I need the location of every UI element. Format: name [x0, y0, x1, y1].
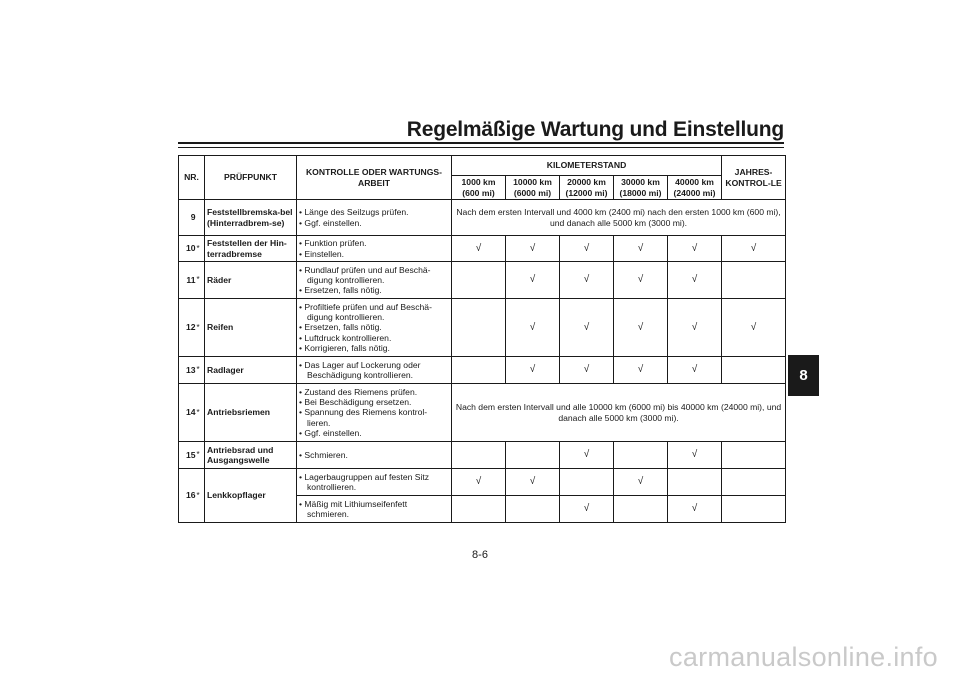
empty-cell	[722, 442, 786, 469]
empty-cell	[722, 496, 786, 523]
page-title: Regelmäßige Wartung und Einstellung	[406, 118, 784, 141]
row-number: 16	[179, 469, 197, 523]
row-work	[297, 200, 452, 236]
row-number: 10	[179, 236, 197, 262]
check-mark: √	[668, 357, 722, 384]
table-row	[179, 299, 786, 357]
row-number: 12	[179, 299, 197, 357]
check-mark: √	[506, 236, 560, 262]
empty-cell	[506, 442, 560, 469]
work-line: • Ggf. einstellen.	[299, 217, 362, 228]
row-asterisk: *	[197, 469, 205, 523]
empty-cell	[452, 442, 506, 469]
check-mark: √	[560, 236, 614, 262]
empty-cell	[668, 469, 722, 496]
work-line: • Schmieren.	[299, 449, 348, 460]
work-line: • Mäßig mit Lithiumseifenfett schmieren.	[299, 498, 408, 519]
row-asterisk: *	[197, 442, 205, 469]
empty-cell	[506, 496, 560, 523]
work-line: • Ersetzen, falls nötig.	[299, 322, 382, 333]
row-item: Feststellen der Hin-terradbremse	[205, 236, 297, 262]
row-asterisk: *	[197, 236, 205, 262]
table-row	[179, 200, 786, 236]
row-item: Antriebsriemen	[205, 384, 297, 442]
work-line: • Spannung des Riemens kontrol-lieren.	[299, 407, 428, 428]
empty-cell	[452, 262, 506, 299]
title-rule-thin	[178, 147, 784, 148]
row-item: Reifen	[205, 299, 297, 357]
header-interval: 1000 km (600 mi)	[452, 176, 506, 200]
work-line: • Funktion prüfen.	[299, 238, 367, 249]
empty-cell	[614, 496, 668, 523]
check-mark: √	[614, 262, 668, 299]
row-work	[297, 299, 452, 357]
row-item: Radlager	[205, 357, 297, 384]
empty-cell	[722, 357, 786, 384]
work-line: • Länge des Seilzugs prüfen.	[299, 207, 409, 218]
row-asterisk: *	[197, 299, 205, 357]
table-row	[179, 384, 786, 442]
check-mark: √	[506, 357, 560, 384]
row-interval-note: Nach dem ersten Intervall und alle 10000 km (6000 mi) bis 40000 km (24000 mi), und danach alle 5000 km (3000 mi).	[452, 384, 786, 442]
watermark: carmanualsonline.info	[669, 642, 938, 672]
check-mark: √	[614, 236, 668, 262]
work-line: • Luftdruck kontrollieren.	[299, 332, 392, 343]
row-number: 11	[179, 262, 197, 299]
table-row	[179, 262, 786, 299]
empty-cell	[452, 496, 506, 523]
work-line: • Das Lager auf Lockerung oder Beschädigung kontrollieren.	[299, 359, 421, 380]
row-work	[297, 236, 452, 262]
check-mark: √	[506, 469, 560, 496]
chapter-tab: 8	[788, 355, 819, 396]
row-work	[297, 469, 452, 496]
row-number: 13	[179, 357, 197, 384]
header-interval: 10000 km (6000 mi)	[506, 176, 560, 200]
work-line: • Korrigieren, falls nötig.	[299, 342, 390, 353]
table-row	[179, 469, 786, 496]
empty-cell	[614, 442, 668, 469]
row-asterisk: *	[197, 262, 205, 299]
check-mark: √	[560, 496, 614, 523]
header-nr: NR.	[179, 156, 205, 200]
check-mark: √	[668, 299, 722, 357]
row-work	[297, 357, 452, 384]
empty-cell	[560, 469, 614, 496]
row-item: Feststellbremska-bel (Hinterradbrem-se)	[205, 200, 297, 236]
work-line: • Rundlauf prüfen und auf Beschä-digung kontrollieren.	[299, 264, 431, 285]
work-line: • Profiltiefe prüfen und auf Beschä-digung kontrollieren.	[299, 302, 432, 323]
work-line: • Ggf. einstellen.	[299, 427, 362, 438]
work-line: • Zustand des Riemens prüfen.	[299, 387, 418, 398]
row-item: Antriebsrad und Ausgangswelle	[205, 442, 297, 469]
header-work: KONTROLLE ODER WARTUNGS-ARBEIT	[297, 156, 452, 200]
work-line: • Einstellen.	[299, 248, 345, 259]
check-mark: √	[668, 496, 722, 523]
header-interval: 20000 km (12000 mi)	[560, 176, 614, 200]
row-number: 15	[179, 442, 197, 469]
header-interval: 30000 km (18000 mi)	[614, 176, 668, 200]
page-number: 8-6	[472, 549, 488, 561]
check-mark: √	[452, 469, 506, 496]
check-mark: √	[668, 236, 722, 262]
row-asterisk: *	[197, 357, 205, 384]
check-mark: √	[668, 442, 722, 469]
empty-cell	[722, 262, 786, 299]
empty-cell	[452, 299, 506, 357]
row-work	[297, 496, 452, 523]
check-mark: √	[452, 236, 506, 262]
row-item: Lenkkopflager	[205, 469, 297, 523]
check-mark: √	[560, 299, 614, 357]
row-interval-note: Nach dem ersten Intervall und 4000 km (2400 mi) nach den ersten 1000 km (600 mi), und danach alle 5000 km (3000 mi).	[452, 200, 786, 236]
work-line: • Bei Beschädigung ersetzen.	[299, 397, 412, 408]
check-mark: √	[506, 262, 560, 299]
check-mark: √	[614, 357, 668, 384]
empty-cell	[722, 469, 786, 496]
row-asterisk	[197, 200, 205, 236]
row-work	[297, 262, 452, 299]
empty-cell	[452, 357, 506, 384]
title-rule	[178, 142, 784, 144]
table-row	[179, 357, 786, 384]
check-mark: √	[560, 442, 614, 469]
row-number: 14	[179, 384, 197, 442]
work-line: • Lagerbaugruppen auf festen Sitz kontrollieren.	[299, 471, 430, 492]
check-mark: √	[614, 469, 668, 496]
row-work	[297, 384, 452, 442]
row-item: Räder	[205, 262, 297, 299]
check-mark: √	[722, 236, 786, 262]
header-item: PRÜFPUNKT	[205, 156, 297, 200]
header-annual: JAHRES-KONTROL-LE	[722, 156, 786, 200]
check-mark: √	[560, 262, 614, 299]
header-odometer: KILOMETERSTAND	[452, 156, 722, 176]
work-line: • Ersetzen, falls nötig.	[299, 285, 382, 296]
check-mark: √	[722, 299, 786, 357]
check-mark: √	[668, 262, 722, 299]
check-mark: √	[560, 357, 614, 384]
table-row	[179, 236, 786, 262]
check-mark: √	[506, 299, 560, 357]
maintenance-table	[178, 155, 786, 523]
header-interval: 40000 km (24000 mi)	[668, 176, 722, 200]
row-asterisk: *	[197, 384, 205, 442]
table-row	[179, 442, 786, 469]
check-mark: √	[614, 299, 668, 357]
row-number: 9	[179, 200, 197, 236]
row-work	[297, 442, 452, 469]
